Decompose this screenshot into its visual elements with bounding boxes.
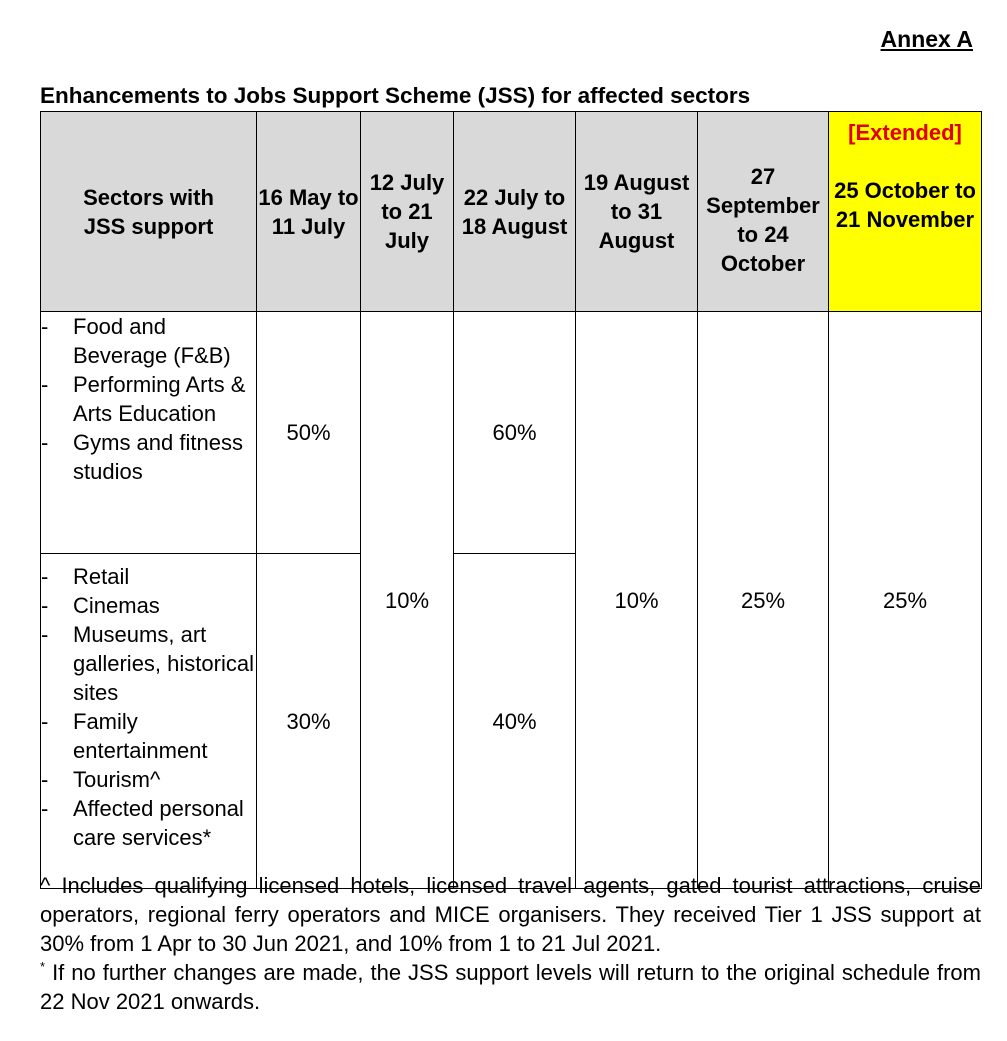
header-gap: [833, 147, 977, 176]
header-sectors: Sectors with JSS support: [41, 112, 257, 312]
footnote-caret: ^ Includes qualifying licensed hotels, licensed travel agents, gated tourist attractions, cruise operators, regional ferry operators and MICE organisers. They received Tier 1 JSS support at 30% from 1 Apr to 30 Jun 2021, and 10% from 1 to 21 Jul 2021.: [40, 873, 981, 956]
list-item: - Museums, art galleries, historical sites: [41, 620, 256, 707]
header-period-3: 22 July to 18 August: [454, 112, 576, 312]
header-period-6-label: 25 October to 21 November: [834, 178, 976, 232]
value-cell: 50%: [257, 312, 361, 554]
footnote-star-mark: *: [40, 959, 46, 974]
header-period-1: 16 May to 11 July: [257, 112, 361, 312]
header-period-2: 12 July to 21 July: [361, 112, 454, 312]
sectors-cell: [41, 554, 257, 889]
value-cell: 10%: [361, 312, 454, 889]
value-cell: 30%: [257, 554, 361, 889]
footnote-star: [40, 958, 981, 1016]
list-item: - Food and Beverage (F&B): [41, 312, 256, 370]
annex-label: Annex A: [880, 26, 973, 52]
list-item: - Performing Arts & Arts Education: [41, 370, 256, 428]
table-title: Enhancements to Jobs Support Scheme (JSS) for affected sectors: [40, 83, 751, 108]
value-cell: 10%: [576, 312, 698, 889]
value-cell: 25%: [829, 312, 982, 889]
list-item: - Retail: [41, 562, 256, 591]
header-period-4: 19 August to 31 August: [576, 112, 698, 312]
sectors-cell: [41, 312, 257, 554]
value-cell: 40%: [454, 554, 576, 889]
list-item: - Family entertainment: [41, 707, 256, 765]
header-period-5: 27 September to 24 October: [698, 112, 829, 312]
sector-list: [41, 312, 256, 486]
extended-tag: [Extended]: [848, 120, 962, 145]
list-item: - Affected personal care services*: [41, 794, 256, 852]
table-row: [41, 312, 982, 554]
list-item: - Cinemas: [41, 591, 256, 620]
header-period-6: [829, 112, 982, 312]
value-cell: 25%: [698, 312, 829, 889]
sector-list: [41, 562, 256, 852]
list-item: - Tourism^: [41, 765, 256, 794]
header-row: [41, 112, 982, 312]
jss-table: [40, 111, 982, 889]
footnotes: [40, 871, 981, 1016]
value-cell: 60%: [454, 312, 576, 554]
footnote-star-text: If no further changes are made, the JSS support levels will return to the original schedule from 22 Nov 2021 onwards.: [40, 960, 981, 1014]
list-item: - Gyms and fitness studios: [41, 428, 256, 486]
